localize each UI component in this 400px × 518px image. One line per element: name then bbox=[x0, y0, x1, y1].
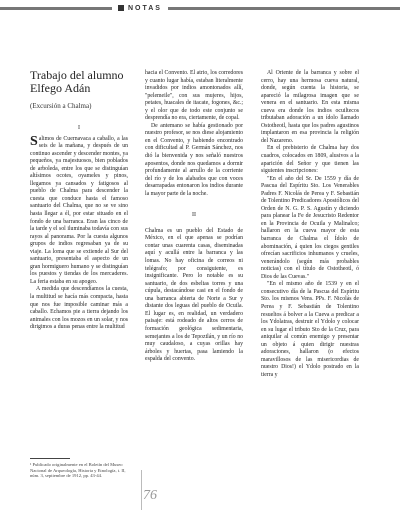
header-rule bbox=[0, 7, 400, 10]
article-title: Trabajo del alumno Elfego Adán bbox=[30, 68, 124, 95]
section-number: I bbox=[78, 125, 80, 131]
article-subtitle: (Excursión a Chalma) bbox=[30, 102, 92, 110]
paragraph: Chalma es un pueblo del Estado de México, en el que apenas se podrían contar unas cuarenta casas, diseminadas aquí y acullá entre la barranca y las lomas. No hay oficina de correos ni telégrafo; por consiguiente, es insignificante. Pero lo notable es su santuario, de dos esbeltas torres y una cúpula, destacándose casi en el fondo de una barranca abierta de Norte a Sur y distante dos leguas del pueblo de Ocuila. El lugar es, en realidad, un verdadero paisaje: está rodeado de altos cerros de formación geológica sedimentaria, semejantes a los de Tepoztlán, y un río no muy caudaloso, a cuyas orillas hay árboles y huertas, pasa lamiendo la espalda del convento. bbox=[145, 227, 243, 363]
paragraph: "En el año del Sr. De 1559 y día de Pascua del Espíritu Sto. Los Venerables Padres F. Nicolás de Perea y F. Sebastián de Tolentino Predicadores Apostólicos del Orden de N. G. P. S. Agustín y diciendo para planear la Fe de Jesucristo Redentor en la Provincia de Ocuila y Malinalco; hallaron en la cueva mayor de esta barranca de Chalma el Ídolo de abominación, á quien los ciegos gentiles ofrecían sacrificios inhumanos y crueles, venerándolo (según más probables noticias) con el título de Ostotheotl, ó Dios de las Cuevas." bbox=[261, 175, 359, 280]
footnote: ¹ Publicado originalmente en el Boletín del Museo Nacional de Arqueología, Historia y Etnología, t. II, núm. 3, septiembre de 1912, pp. 43-44. bbox=[30, 462, 126, 479]
page-divider bbox=[141, 470, 142, 510]
drop-cap: S bbox=[30, 133, 38, 149]
section-header bbox=[0, 0, 400, 16]
paragraph: Al Oriente de la barranca y sobre el cerro, hay una hermosa cueva natural, donde, según cuenta la historia, se apareció la milagrosa imagen que se venera en el santuario. En esta misma cueva era donde los indios ocuiltecos tributaban adoración a un ídolo llamado Ostotheotl, hasta que los padres agustinos implantaron en esa provincia la religión del Nazareno. bbox=[261, 70, 359, 144]
paragraph-text: alimos de Cuernavaca a caballo, a las seis de la mañana, y después de un continuo ascender y descender montes, ya pequeños, ya majestuosos, bien poblados de arboleda, entre los que se distinguían altísimos ocotes, oyameles y pinos, llegamos ya cansados y fatigosos al pueblo de Chalma para descender la cuesta que conduce hasta el famoso santuario del Chalma, que no se ve sino hasta llegar a él, por estar situado en el fondo de una barranca. Eran las cinco de la tarde y el sol iluminaba todavía con sus rayos al panorama. Por la cuesta algunos grupos de indios regresaban ya de su viaje. La loma que se extiende al Sur del santuario, presentaba el aspecto de un gran hormiguero humano y se distinguían los puestos y tiendas de los mercaderes. La feria estaba en su apogeo. bbox=[30, 135, 128, 285]
paragraph: hacia el Convento. El atrio, los corredores y cuanto lugar había, estaban literalmente invadidos por indios amontonados allí, "pelemeile", con sus mujeres, hijos, petates, huacales de itacate, fogones, &c.; y el olor que de todo este conjunto se desprendía no era, ciertamente, de copal. bbox=[145, 70, 243, 122]
column-2 bbox=[145, 70, 243, 364]
column-1 bbox=[30, 122, 128, 332]
column-3 bbox=[261, 70, 359, 379]
paragraph: En el prebisterio de Chalma hay dos cuadros, colocados en 1809, alusivos a la aparición del Señor y que tienen las siguientes inscripciones: bbox=[261, 145, 359, 175]
paragraph: "En el mismo año de 1539 y en el consecutivo día de la Pascua del Espíritu Sto. los mismos Vens. PPs. F. Nicolás de Perea y F. Sebastián de Tolentino resueltos á bolver a la Cueva a predicar a los Ydolatras, destruir el Ydolo y colocar en su lugar el tributo Sto de la Cruz, para aniquilar al común enemigo y presentar un objeto á quien dirigir nuestras adoraciones, hallaron (o efectos maravillosos de las misericordias de nuestro Dios!) el Ydolo postrado en la tierra y bbox=[261, 281, 359, 378]
page-number: 76 bbox=[143, 488, 157, 503]
footnote-rule bbox=[30, 458, 70, 459]
paragraph bbox=[30, 133, 128, 287]
paragraph: De antemano se había gestionado por nuestro profesor, se nos diese alojamiento en el Convento, y habiendo encontrado con dificultad al P. Germán Sánchez, nos dió la bienvenida y nos señaló nuestros aposentos, donde nos quedamos a dormir profundamente al arrullo de la corriente del río y de los alabados que con voces desarrapadas entonaron los indios durante la mayor parte de la noche. bbox=[145, 122, 243, 197]
paragraph: A medida que descendíamos la cuesta, la multitud se hacía más compacta, hasta que nos fue imposible caminar más a caballo. Echamos pie a tierra dejando los animales con los mozos en un solar, y nos dirigimos a duras penas entre la multitud bbox=[30, 286, 128, 331]
section-number: II bbox=[192, 212, 196, 219]
section-label: NOTAS bbox=[112, 2, 168, 15]
